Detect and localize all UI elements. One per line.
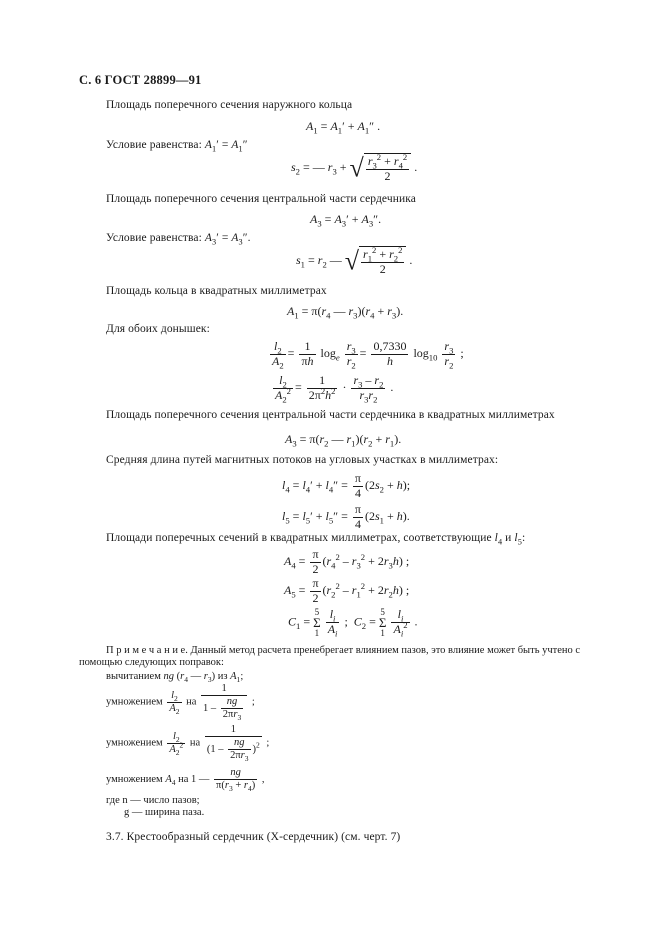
note-multiply-3: умножением $A_4$ на 1 — $\frac{ng}{\pi(r_3 + r_4)}$ , <box>106 767 265 794</box>
note-line-2: помощью следующих поправок: <box>79 657 224 668</box>
text-center-area: Площадь поперечного сечения центральной части сердечника <box>106 193 416 205</box>
equation-l2-a2-squared: $\frac{l_2}{A_2^2}$ = $\frac{1}{2\pi^2h^2}$ · $\frac{r_3 - r_2}{r_3r_2}$ . <box>275 373 394 405</box>
text-equality-condition-1: Условие равенства: $A_1' = A_1''$ <box>106 139 248 154</box>
equation-s2: $s_2$ = — $r_3$ + √ $\frac{r_3^2 + r_4^2}{2}$ . <box>291 152 418 183</box>
text-cross-section-areas: Площади поперечных сечений в квадратных миллиметрах, соответствующие $l_4$ и $l_5$: <box>106 532 526 547</box>
note-subtract: вычитанием ng ($r_4$ — $r_3$) из $A_1$; <box>106 671 244 685</box>
text-center-mm: Площадь поперечного сечения центральной части сердечника в квадратных миллиметрах <box>106 409 555 421</box>
note-g: g — ширина паза. <box>124 807 205 818</box>
equation-c1-c2: $C_1 = 5$ Σ 1 $\frac{l_i}{A_i}$ ; $C_2 = 5$ Σ 1 $\frac{l_i}{A_i^2}$ . <box>288 607 418 639</box>
equation-a1: $A_1 = A_1' + A_1''$ . <box>306 119 381 136</box>
page-header: С. 6 ГОСТ 28899—91 <box>79 73 202 87</box>
equation-a3: $A_3 = A_3' + A_3''$. <box>310 212 382 229</box>
equation-a3-mm: $A_3 = \pi(r_2$ — $r_1)(r_2 + r_1)$. <box>285 432 402 449</box>
equation-l4: $l_4 = l_4' + l_4''$ = $\frac{\pi}{4}$ $(2s_2 + h)$; <box>282 471 411 500</box>
equation-a4: $A_4$ = $\frac{\pi}{2}$ $(r_4^2 - r_3^2 + 2r_3h)$ ; <box>284 547 410 576</box>
equation-a5: $A_5$ = $\frac{\pi}{2}$ $(r_2^2 - r_1^2 + 2r_2h)$ ; <box>284 576 410 605</box>
section-3-7-heading: 3.7. Крестообразный сердечник (Х-сердечник) (см. черт. 7) <box>106 831 401 843</box>
text-both-bottoms: Для обоих донышек: <box>106 323 210 335</box>
equation-l5: $l_5 = l_5' + l_5''$ = $\frac{\pi}{4}$ $(2s_1 + h)$. <box>282 502 410 531</box>
note-where-n: где n — число пазов; <box>106 795 200 806</box>
equation-s1: $s_1 = r_2$ — √ $\frac{r_1^2 + r_2^2}{2}$ . <box>296 245 413 276</box>
text-ring-mm: Площадь кольца в квадратных миллиметрах <box>106 285 327 297</box>
text-equality-condition-2: Условие равенства: $A_3' = A_3''$. <box>106 232 251 247</box>
text-average-length: Средняя длина путей магнитных потоков на угловых участках в миллиметрах: <box>106 454 499 466</box>
note-line-1: П р и м е ч а н и е. Данный метод расчета пренебрегает влиянием пазов, это влияние может быть учтено с <box>106 645 581 656</box>
num-07330: 0,7330 <box>373 339 407 353</box>
text-outer-ring-area: Площадь поперечного сечения наружного кольца <box>106 99 353 111</box>
note-multiply-1: умножением $\frac{l_2}{A_2}$ на 1 1 – $\frac{ng}{2\pi r_3}$ ; <box>106 683 255 723</box>
note-multiply-2: умножением $\frac{l_2}{A_2^2}$ на 1 (1 – $\frac{ng}{2\pi r_3}$ )$^2$ ; <box>106 724 270 764</box>
equation-l2-a2: $\frac{l_2}{A_2}$ = $\frac{1}{\pi h}$ $\log_e$ $\frac{r_3}{r_2}$ = $\frac{0,7330}{h}$ $\log_{10}$ $\frac{r_3}{r_2}$ ; <box>272 339 464 371</box>
equation-a1-mm: $A_1 = \pi(r_4$ — $r_3)(r_4 + r_3)$. <box>287 304 404 321</box>
